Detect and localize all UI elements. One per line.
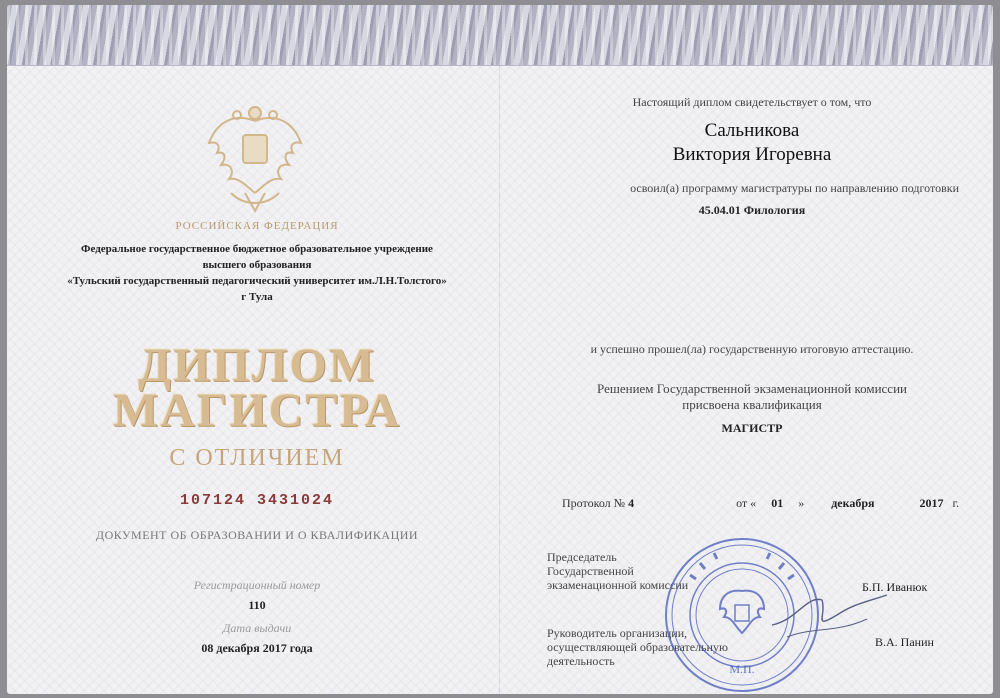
- issue-date-value: 08 декабря 2017 года: [201, 641, 313, 655]
- institution-line-2: высшего образования: [202, 259, 312, 271]
- diploma-title-line-2: МАГИСТРА: [112, 384, 402, 437]
- head-line-2: осуществляющей образовательную: [547, 640, 728, 654]
- head-line-1: Руководитель организации,: [547, 626, 688, 640]
- protocol-line: [562, 496, 959, 511]
- decision-line-1: Решением Государственной экзаменационной комиссии: [597, 381, 907, 396]
- program-mastered-text: освоил(а) программу магистратуры по направлению подготовки: [630, 181, 959, 195]
- decision-line-2: присвоена квалификация: [682, 397, 822, 412]
- chair-line-1: Председатель: [547, 550, 617, 564]
- security-band: [7, 5, 993, 66]
- date-month: декабря: [831, 496, 875, 510]
- issue-date-label: Дата выдачи: [222, 621, 292, 635]
- document-type: ДОКУМЕНТ ОБ ОБРАЗОВАНИИ И О КВАЛИФИКАЦИИ: [95, 528, 419, 542]
- country-label: РОССИЙСКАЯ ФЕДЕРАЦИЯ: [175, 220, 339, 232]
- head-line-3: деятельность: [547, 654, 615, 668]
- date-day: 01: [771, 496, 784, 510]
- registration-number-value: 110: [248, 598, 266, 612]
- signature-strokes: [767, 575, 897, 645]
- institution-line-1: Федеральное государственное бюджетное образовательное учреждение: [81, 243, 433, 255]
- honors-label: С ОТЛИЧИЕМ: [169, 445, 345, 471]
- chair-name: Б.П. Иванюк: [862, 580, 928, 594]
- graduate-surname: Сальникова: [704, 120, 800, 141]
- institution-name: [47, 241, 467, 305]
- seal-stamp-mark: М.П.: [729, 662, 755, 676]
- protocol-number: 4: [628, 496, 635, 510]
- diploma-title-line-1: ДИПЛОМ: [137, 339, 377, 392]
- date-from: от «: [736, 496, 757, 510]
- date-suffix: г.: [952, 496, 960, 510]
- program-name: 45.04.01 Филология: [698, 203, 806, 217]
- graduate-given-names: Виктория Игоревна: [672, 144, 832, 165]
- attestation-text: и успешно прошел(ла) государственную итоговую аттестацию.: [590, 342, 914, 356]
- chair-line-3: экзаменационной комиссии: [547, 578, 689, 592]
- date-year: 2017: [919, 496, 944, 510]
- head-name: В.А. Панин: [875, 635, 934, 649]
- chair-line-2: Государственной: [547, 564, 634, 578]
- diploma-number: 107124 3431024: [179, 492, 335, 509]
- date-close: »: [798, 496, 805, 510]
- diploma-sheet: [7, 5, 993, 694]
- registration-number-label: Регистрационный номер: [193, 578, 321, 592]
- protocol-label: Протокол №: [562, 496, 626, 510]
- institution-city: г Тула: [241, 291, 273, 303]
- qualification-value: МАГИСТР: [721, 421, 783, 435]
- fold-line: [499, 65, 500, 694]
- coat-of-arms-icon: [195, 93, 315, 218]
- institution-line-3: «Тульский государственный педагогический университет им.Л.Н.Толстого»: [67, 275, 447, 287]
- certifies-text: Настоящий диплом свидетельствует о том, что: [632, 95, 872, 109]
- commission-decision: [517, 381, 987, 413]
